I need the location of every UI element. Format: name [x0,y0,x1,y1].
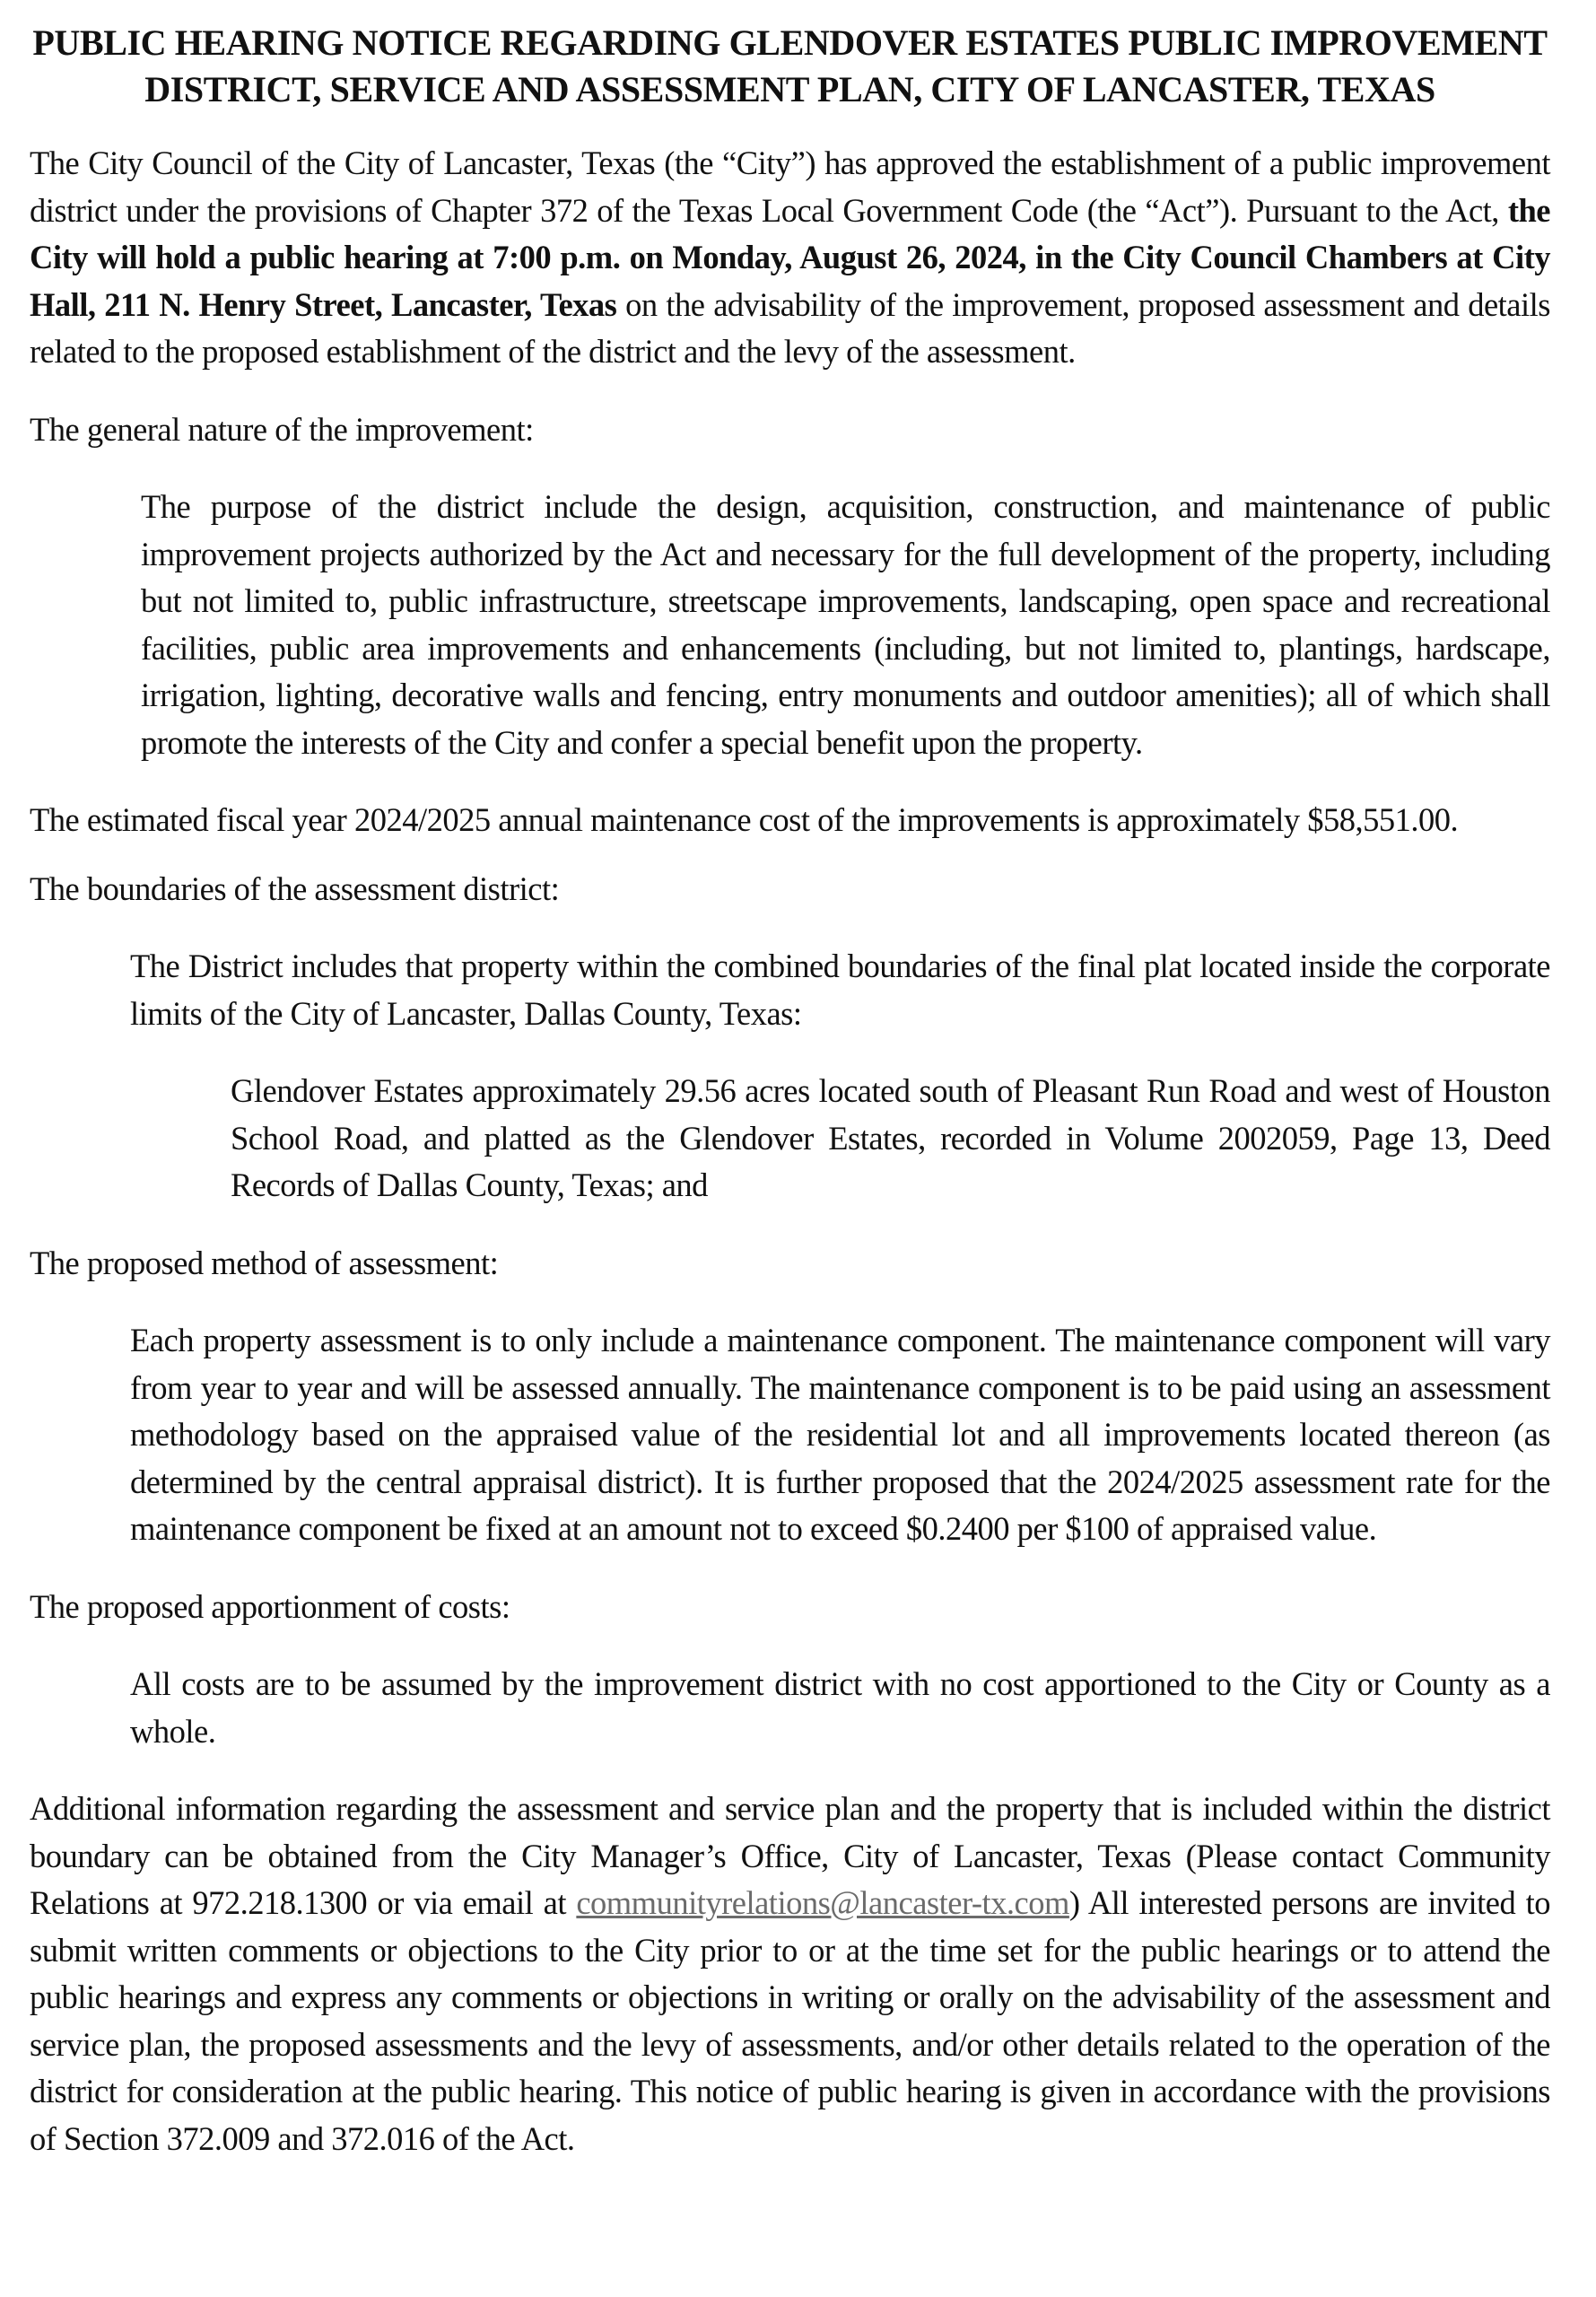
apportionment-body: All costs are to be assumed by the improvement district with no cost apportioned to the City or County as a whole. [130,1665,1550,1750]
additional-text-1: Additional information regarding the assessment and service plan and the property that is included within the district boundary can be obtained from the City Manager’s Office, City of Lancaster, Texas (Please contact Community Relations at 972.218.1300 or via email at [30,1790,1550,1921]
notice-title [30,20,1550,113]
title-line-2: DISTRICT, SERVICE AND ASSESSMENT PLAN, CITY OF LANCASTER, TEXAS [144,69,1435,109]
nature-body: The purpose of the district include the design, acquisition, construction, and maintenance of public improvement projects authorized by the Act and necessary for the full development of the property, including but not limited to, public infrastructure, streetscape improvements, landscaping, open space and recreational facilities, public area improvements and enhancements (including, but not limited to, plantings, hardscape, irrigation, lighting, decorative walls and fencing, entry monuments and outdoor amenities); all of which shall promote the interests of the City and confer a special benefit upon the property. [141,488,1550,761]
intro-text-2: on the advisability of the improvement, proposed assessment and details related to the proposed establishment of the district and the levy of the assessment. [30,285,1550,370]
cost-paragraph: The estimated fiscal year 2024/2025 annual maintenance cost of the improvements is approximately $58,551.00. [30,801,1459,838]
intro-text-1: The City Council of the City of Lancaster, Texas (the “City”) has approved the establishment of a public improvement district under the provisions of Chapter 372 of the Texas Local Government Code (the “Act”). Pursuant to the Act, [30,144,1550,229]
method-body: Each property assessment is to only include a maintenance component. The maintenance component will vary from year to year and will be assessed annually. The maintenance component is to be paid using an assessment methodology based on the appraised value of the residential lot and all improvements located thereon (as determined by the central appraisal district). It is further proposed that the 2024/2025 assessment rate for the maintenance component be fixed at an amount not to exceed $0.2400 per $100 of appraised value. [130,1322,1550,1547]
title-line-1: PUBLIC HEARING NOTICE REGARDING GLENDOVER ESTATES PUBLIC IMPROVEMENT [32,22,1548,63]
nature-heading: The general nature of the improvement: [30,410,534,448]
boundaries-body: The District includes that property within the combined boundaries of the final plat located inside the corporate limits of the City of Lancaster, Dallas County, Texas: [130,948,1550,1032]
email-link[interactable]: communityrelations@lancaster-tx.com [576,1884,1069,1921]
additional-text-2: ) All interested persons are invited to submit written comments or objections to the City prior to or at the time set for the public hearings or to attend the public hearings and express any comments or objections in writing or orally on the advisability of the assessment and service plan, the proposed assessments and the levy of assessments, and/or other details related to the operation of the district for consideration at the public hearing. This notice of public hearing is given in accordance with the provisions of Section 372.009 and 372.016 of the Act. [30,1884,1550,2157]
hearing-details: the City will hold a public hearing at 7:00 p.m. on Monday, August 26, 2024, in the City Council Chambers at City Hall, 211 N. Henry Street, Lancaster, Texas [30,191,1550,323]
boundaries-heading: The boundaries of the assessment district: [30,869,560,907]
method-heading: The proposed method of assessment: [30,1244,499,1281]
additional-info-paragraph [30,1786,1550,2162]
apportionment-heading: The proposed apportionment of costs: [30,1587,510,1625]
boundaries-detail: Glendover Estates approximately 29.56 acres located south of Pleasant Run Road and west of Houston School Road, and platted as the Glendover Estates, recorded in Volume 2002059, Page 13, Deed Records of Dallas County, Texas; and [231,1072,1550,1203]
intro-paragraph [30,140,1550,376]
